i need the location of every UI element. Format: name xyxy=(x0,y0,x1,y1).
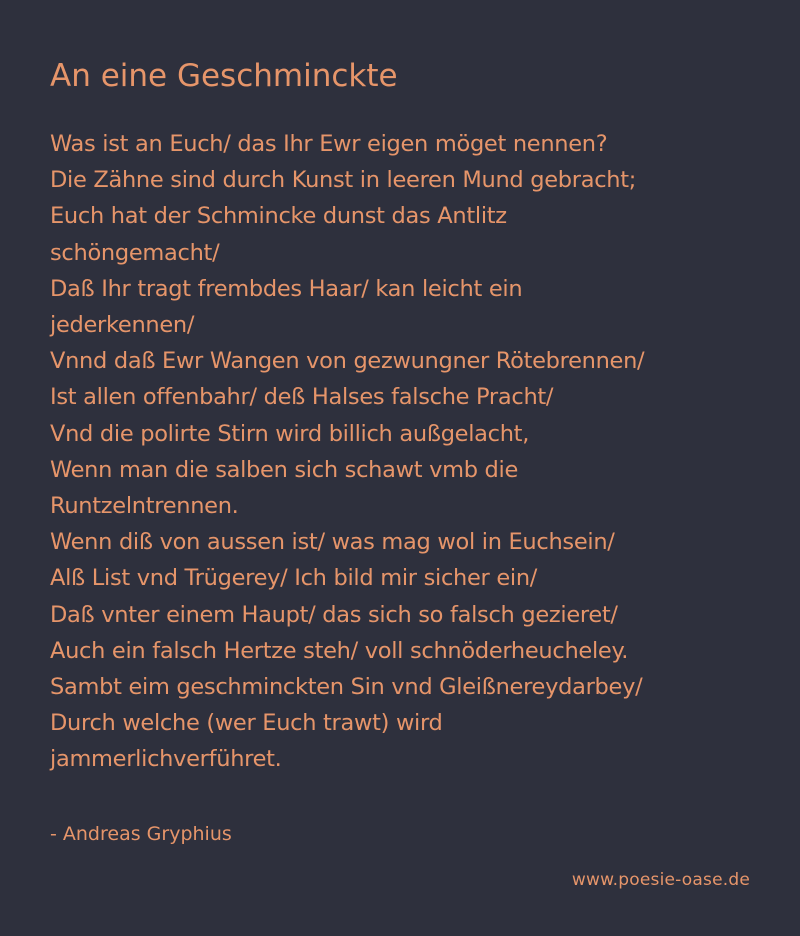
poem-line: jederkennen/ xyxy=(50,312,195,339)
poem-line: Alß List vnd Trügerey/ Ich bild mir sicher ein/ xyxy=(50,565,538,592)
poem-line: Daß vnter einem Haupt/ das sich so falsch gezieret/ xyxy=(50,601,618,628)
poem-line: Was ist an Euch/ das Ihr Ewr eigen möget nennen? xyxy=(50,131,608,157)
poem-line: Durch welche (wer Euch trawt) wird xyxy=(50,710,443,737)
poem-line: Daß Ihr tragt frembdes Haar/ kan leicht ein xyxy=(50,275,523,302)
poem-line: Die Zähne sind durch Kunst in leeren Mund gebracht; xyxy=(50,167,637,194)
poem-line: Wenn man die salben sich schawt vmb die xyxy=(50,456,519,483)
poem-line: Wenn diß von aussen ist/ was mag wol in Euchsein/ xyxy=(50,529,615,556)
poem-line: Auch ein falsch Hertze steh/ voll schnöderheucheley. xyxy=(50,637,629,664)
poem-title: An eine Geschminckte xyxy=(50,58,398,94)
poem-body xyxy=(50,126,750,778)
poem-line: jammerlichverführet. xyxy=(50,746,282,773)
poem-line: Vnd die polirte Stirn wird billich außgelacht, xyxy=(50,420,530,447)
poem-line: Vnnd daß Ewr Wangen von gezwungner Rötebrennen/ xyxy=(50,348,645,375)
poem-line: schöngemacht/ xyxy=(50,239,220,266)
poem-line: Ist allen offenbahr/ deß Halses falsche Pracht/ xyxy=(50,384,554,411)
poem-line: Sambt eim geschminckten Sin vnd Gleißnereydarbey/ xyxy=(50,674,643,701)
poem-line: Euch hat der Schmincke dunst das Antlitz xyxy=(50,203,507,230)
poem-author: - Andreas Gryphius xyxy=(50,823,232,845)
poem-line: Runtzelntrennen. xyxy=(50,493,239,520)
website-url[interactable]: www.poesie-oase.de xyxy=(571,870,750,890)
